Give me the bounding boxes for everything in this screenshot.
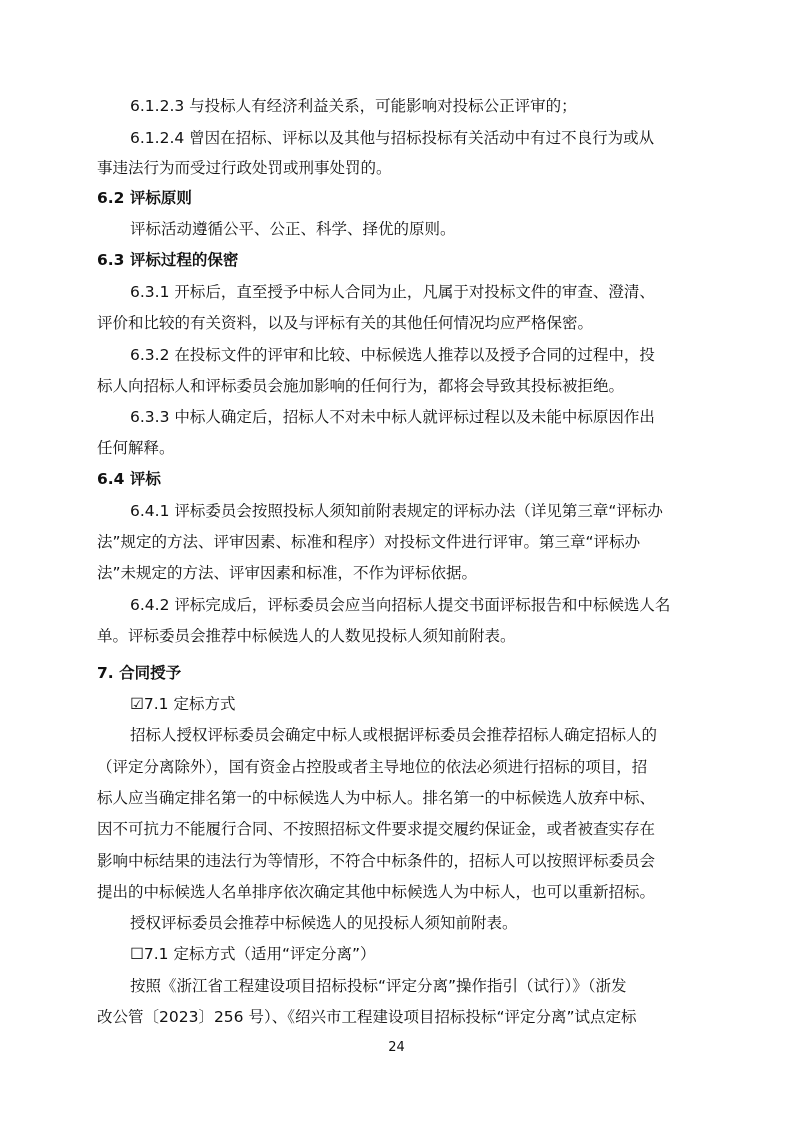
- paragraph-line: 评标活动遵循公平、公正、科学、择优的原则。: [130, 220, 456, 238]
- paragraph-line: 标人向招标人和评标委员会施加影响的任何行为，都将会导致其投标被拒绝。: [97, 377, 625, 395]
- paragraph-line: （评定分离除外），国有资金占控股或者主导地位的依法必须进行招标的项目，招: [97, 758, 648, 776]
- clause-6-4-1: 6.4.1 评标委员会按照投标人须知前附表规定的评标办法（详见第三章“评标办: [130, 502, 663, 520]
- clause-6-3-3: 6.3.3 中标人确定后，招标人不对未中标人就评标过程以及未能中标原因作出: [130, 408, 655, 426]
- paragraph-line: 招标人授权评标委员会确定中标人或根据评标委员会推荐招标人确定招标人的: [130, 726, 658, 744]
- clause-6-1-2-4: 6.1.2.4 曾因在招标、评标以及其他与招标投标有关活动中有过不良行为或从: [130, 129, 655, 147]
- unchecked-option-7-1: ☐7.1 定标方式（适用“评定分离”）: [130, 945, 376, 963]
- section-heading-7: 7. 合同授予: [97, 664, 182, 682]
- paragraph-line: 法”未规定的方法、评审因素和标准，不作为评标依据。: [97, 564, 478, 582]
- paragraph-line: 授权评标委员会推荐中标候选人的见投标人须知前附表。: [130, 914, 518, 932]
- paragraph-line: 单。评标委员会推荐中标候选人的人数见投标人须知前附表。: [97, 627, 516, 645]
- section-heading-6-4: 6.4 评标: [97, 470, 161, 488]
- clause-6-4-2: 6.4.2 评标完成后，评标委员会应当向招标人提交书面评标报告和中标候选人名: [130, 596, 671, 614]
- paragraph-line: 改公管〔2023〕256 号）、《绍兴市工程建设项目招标投标“评定分离”试点定标: [97, 1008, 637, 1026]
- paragraph-line: 提出的中标候选人名单排序依次确定其他中标候选人为中标人，也可以重新招标。: [97, 883, 656, 901]
- paragraph-line: 按照《浙江省工程建设项目招标投标“评定分离”操作指引（试行）》（浙发: [130, 977, 627, 995]
- clause-6-1-2-3: 6.1.2.3 与投标人有经济利益关系，可能影响对投标公正评审的；: [130, 97, 577, 115]
- checked-option-7-1: ☑7.1 定标方式: [130, 695, 236, 713]
- clause-6-3-2: 6.3.2 在投标文件的评审和比较、中标候选人推荐以及授予合同的过程中，投: [130, 346, 655, 364]
- clause-6-3-1: 6.3.1 开标后，直至授予中标人合同为止，凡属于对投标文件的审查、澄清、: [130, 283, 655, 301]
- page-number: 24: [388, 1040, 405, 1055]
- paragraph-line: 法”规定的方法、评审因素、标准和程序）对投标文件进行评审。第三章“评标办: [97, 533, 641, 551]
- paragraph-line: 影响中标结果的违法行为等情形，不符合中标条件的，招标人可以按照评标委员会: [97, 852, 656, 870]
- paragraph-line: 因不可抗力不能履行合同、不按照招标文件要求提交履约保证金，或者被查实存在: [97, 820, 656, 838]
- paragraph-line: 标人应当确定排名第一的中标候选人为中标人。排名第一的中标候选人放弃中标、: [97, 789, 656, 807]
- paragraph-line: 评价和比较的有关资料，以及与评标有关的其他任何情况均应严格保密。: [97, 314, 594, 332]
- section-heading-6-3: 6.3 评标过程的保密: [97, 251, 239, 269]
- paragraph-line: 任何解释。: [97, 439, 175, 457]
- paragraph-line: 事违法行为而受过行政处罚或刑事处罚的。: [97, 159, 392, 177]
- section-heading-6-2: 6.2 评标原则: [97, 189, 192, 207]
